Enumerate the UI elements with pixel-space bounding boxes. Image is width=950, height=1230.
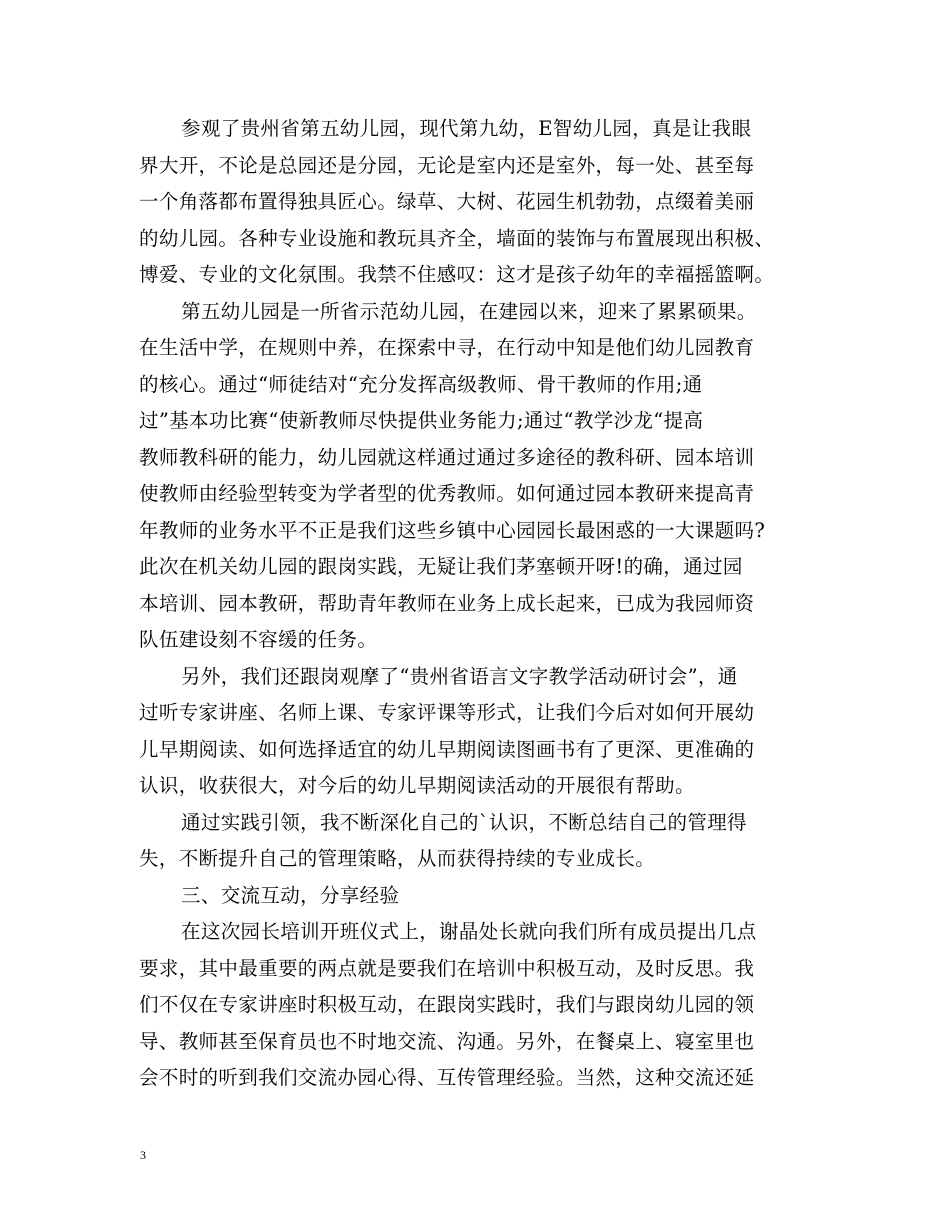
document-body [139,111,819,1097]
text-line: 另外，我们还跟岗观摩了“贵州省语言文字教学活动研讨会”，通 [181,664,738,688]
text-line: 会不时的听到我们交流办园心得、互传管理经验。当然，这种交流还延 [139,1066,755,1089]
paragraph-4 [139,805,819,878]
text-line: 过”基本功比赛“使新教师尽快提供业务能力;通过“教学沙龙“提高 [139,409,704,432]
text-line: 在生活中学，在规则中养，在探索中寻，在行动中知是他们幼儿园教育 [139,336,755,359]
text-line: 导、教师甚至保育员也不时地交流、沟通。另外，在餐桌上、寝室里也 [139,1029,755,1053]
text-line: 在这次园长培训开班仪式上，谢晶处长就向我们所有成员提出几点 [181,920,757,943]
text-line: 参观了贵州省第五幼儿园，现代第九幼，E智幼儿园，真是让我眼 [181,117,752,140]
text-line: 教师教科研的能力，幼儿园就这样通过通过多途径的教科研、园本培训 [139,445,755,469]
section-heading [139,878,819,915]
text-line: 界大开，不论是总园还是分园，无论是室内还是室外，每一处、甚至每 [139,153,755,177]
text-line: 认识，收获很大，对今后的幼儿早期阅读活动的开展很有帮助。 [139,774,695,797]
text-line: 本培训、园本教研，帮助青年教师在业务上成长起来，已成为我园师资 [139,591,755,615]
text-line: 过听专家讲座、名师上课、专家评课等形式，让我们今后对如何开展幼 [139,701,755,724]
text-line: 失，不断提升自己的管理策略，从而获得持续的专业成长。 [139,847,656,870]
text-line: 博爱、专业的文化氛围。我禁不住感叹：这才是孩子幼年的幸福摇篮啊。 [139,263,775,286]
paragraph-2 [139,294,819,659]
text-line: 使教师由经验型转变为学者型的优秀教师。如何通过园本教研来提高青 [139,482,755,505]
section-heading-text: 三、交流互动，分享经验 [181,883,400,907]
text-line: 的幼儿园。各种专业设施和教玩具齐全，墙面的装饰与布置展现出积极、 [139,226,775,250]
paragraph-1 [139,111,819,294]
paragraph-5 [139,914,819,1097]
text-line: 通过实践引领，我不断深化自己的`认识，不断总结自己的管理得 [181,810,747,834]
text-line: 要求，其中最重要的两点就是要我们在培训中积极互动，及时反思。我 [139,956,755,980]
text-line: 儿早期阅读、如何选择适宜的幼儿早期阅读图画书有了更深、更准确的 [139,737,755,761]
text-line: 的核心。通过“师徒结对“充分发挥高级教师、骨干教师的作用;通 [139,372,703,396]
text-line: 此次在机关幼儿园的跟岗实践，无疑让我们茅塞顿开呀!的确，通过园 [139,555,743,578]
text-line: 们不仅在专家讲座时积极互动，在跟岗实践时，我们与跟岗幼儿园的领 [139,993,755,1016]
text-line: 第五幼儿园是一所省示范幼儿园，在建园以来，迎来了累累硕果。 [181,299,757,323]
text-line: 年教师的业务水平不正是我们这些乡镇中心园园长最困惑的一大课题吗? [139,518,766,542]
text-line: 一个角落都布置得独具匠心。绿草、大树、花园生机勃勃，点缀着美丽 [139,190,755,213]
paragraph-3 [139,659,819,805]
page-number: 3 [140,1148,146,1162]
text-line: 队伍建设刻不容缓的任务。 [139,628,378,651]
